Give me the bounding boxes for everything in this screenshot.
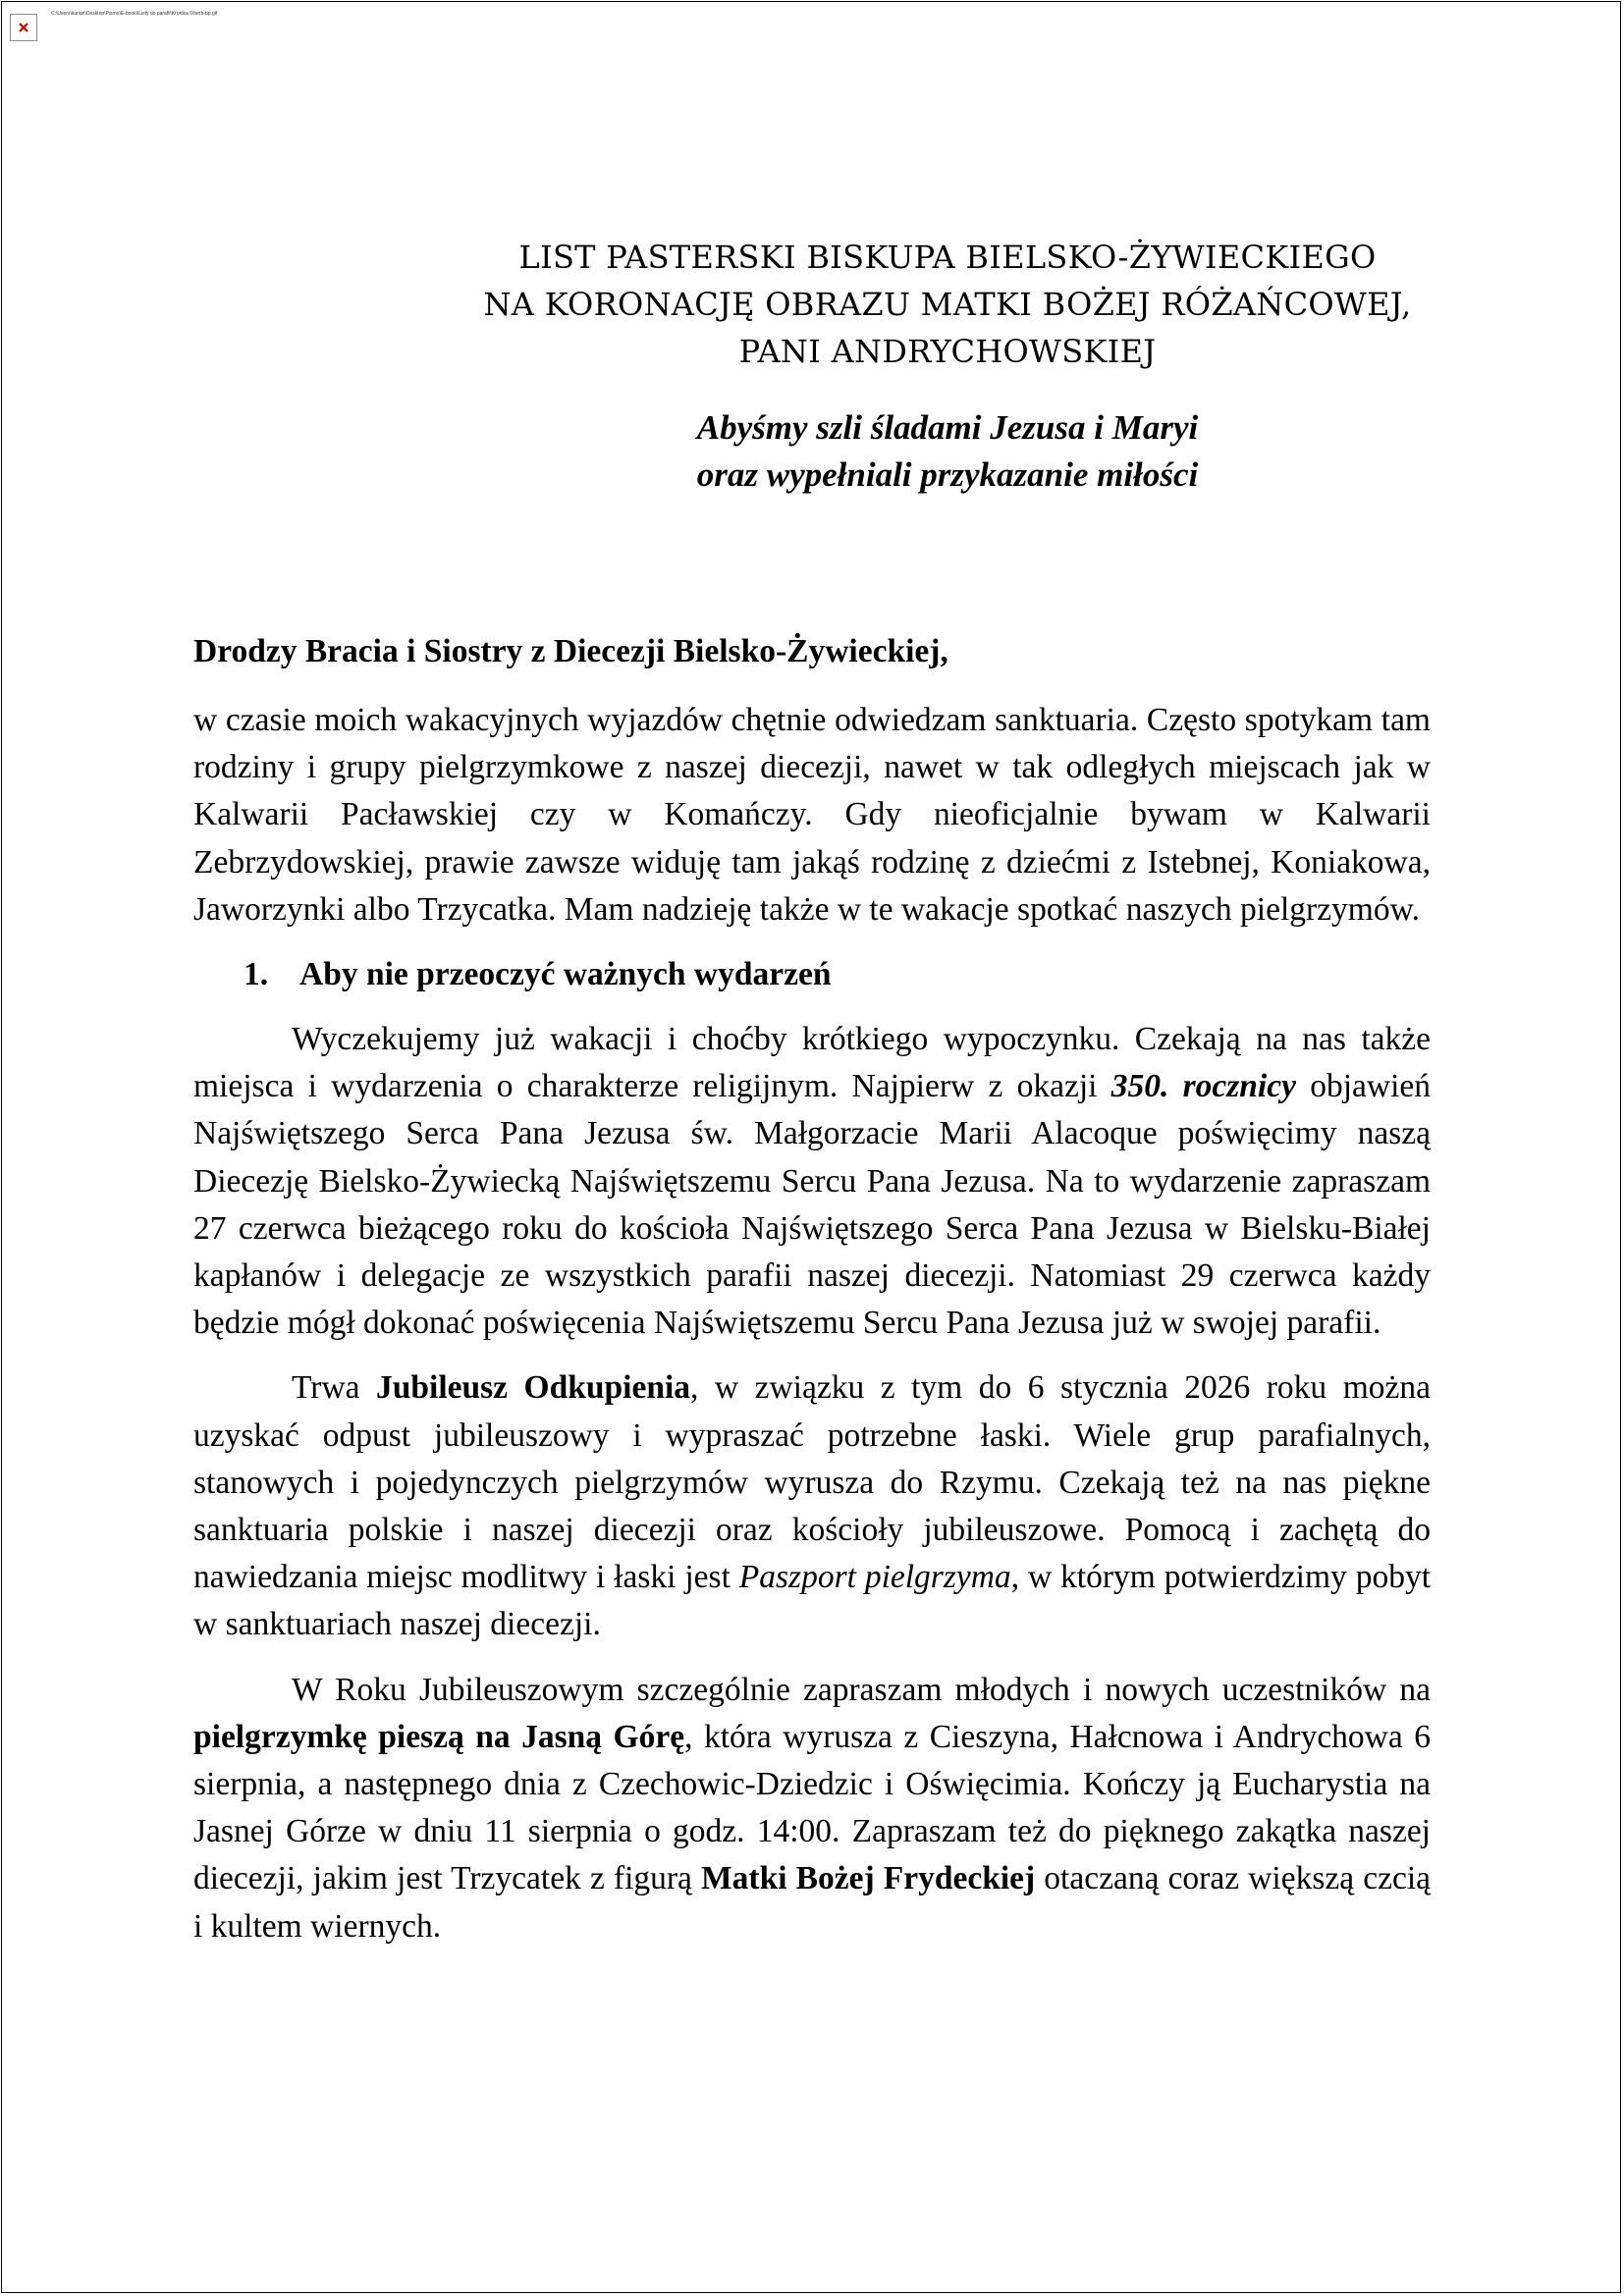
paragraph-text: objawień Najświętszego Serca Pana Jezusa św. Małgorzacie Marii Alacoque poświęcimy naszą Diecezję Bielsko-Żywiecką Najświętszemu Sercu Pana Jezusa. Na to wydarzenie zapraszam 27 czerwca bieżącego roku do kościoła Najświętszego Serca Pana Jezusa w Bielsku-Białej kapłanów i delegacje ze wszystkich parafii naszej diecezji. Natomiast 29 czerwca każdy będzie mógł dokonać poświęcenia Najświętszemu Sercu Pana Jezusa już w swojej parafii. [193, 1068, 1432, 1342]
motto-line-2: oraz wypełniali przykazanie miłości [696, 455, 1199, 494]
emphasis-frydek: Matki Bożej Frydeckiej [701, 1860, 1036, 1897]
paragraph-text: otaczaną coraz większą czcią i kultem wiernych. [193, 1860, 1432, 1945]
motto [412, 404, 1483, 499]
broken-image-icon [10, 14, 37, 41]
salutation: Drodzy Bracia i Siostry z Diecezji Bielsko-Żywieckiej, [193, 633, 948, 669]
intro-paragraph: w czasie moich wakacyjnych wyjazdów chętnie odwiedzam sanktuaria. Często spotykam tam rodziny i grupy pielgrzymkowe z naszej diecezji, nawet w tak odległych miejscach jak w Kalwarii Pacławskiej czy w Komańczy. Gdy nieoficjalnie bywam w Kalwarii Zebrzydowskiej, prawie zawsze widuję tam jakąś rodzinę z dziećmi z Istebnej, Koniakowa, Jaworzynki albo Trzycatka. Mam nadzieję także w te wakacje spotkać naszych pielgrzymów. [193, 702, 1431, 928]
paragraph-pilgrimage [193, 1667, 1431, 1950]
title-line-1: LIST PASTERSKI BISKUPA BIELSKO-ŻYWIECKIEGO [518, 239, 1377, 276]
broken-image-alt-text: C:\Users\kurian\Desktop\Pismo\E-booki\Listy do parafii\Kronika 6\herb-bp.gif [51, 11, 218, 17]
emphasis-jubilee: Jubileusz Odkupienia [376, 1369, 691, 1407]
paragraph-text: , która wyrusza z Cieszyna, Hałcnowa i Andrychowa 6 sierpnia, a następnego dnia z Czechowic-Dziedzic i Oświęcimia. Kończy ją Eucharystia na Jasnej Górze w dniu 11 sierpnia o godz. 14:00. Zapraszam też do pięknego zakątka naszej diecezji, jakim jest Trzycatek z figurą [193, 1718, 1431, 1897]
red-x-icon [17, 21, 30, 34]
section-heading-1 [193, 951, 1431, 998]
paragraph-text: Trwa [292, 1369, 377, 1407]
letter-body [193, 628, 1431, 1968]
emphasis-passport: Paszport pielgrzyma [738, 1559, 1011, 1596]
paragraph-jubilee [193, 1364, 1431, 1648]
emphasis-anniversary: 350. rocznicy [1110, 1068, 1296, 1105]
paragraph-text: Wyczekujemy już wakacji i choćby krótkiego wypoczynku. Czekają na nas także miejsca i wydarzenia o charakterze religijnym. Najpierw z okazji [193, 1021, 1431, 1105]
paragraph-text: W Roku Jubileuszowym szczególnie zapraszam młodych i nowych uczestników na [292, 1671, 1431, 1708]
title-line-2: NA KORONACJĘ OBRAZU MATKI BOŻEJ RÓŻAŃCOWEJ, [483, 286, 1412, 323]
section-number: 1. [244, 956, 269, 993]
title-line-3: PANI ANDRYCHOWSKIEJ [738, 333, 1157, 370]
paragraph-anniversary [193, 1016, 1431, 1347]
letter-header [412, 234, 1483, 499]
section-title: Aby nie przeoczyć ważnych wydarzeń [299, 956, 832, 993]
paragraph-text: , w którym potwierdzimy pobyt w sanktuariach naszej diecezji. [193, 1559, 1432, 1643]
motto-line-1: Abyśmy szli śladami Jezusa i Maryi [696, 408, 1199, 447]
paragraph-text: , w związku z tym do 6 stycznia 2026 roku można uzyskać odpust jubileuszowy i wypraszać potrzebne łaski. Wiele grup parafialnych, stanowych i pojedynczych pielgrzymów wyrusza do Rzymu. Czekają też na nas piękne sanktuaria polskie i naszej diecezji oraz kościoły jubileuszowe. Pomocą i zachętą do nawiedzania miejsc modlitwy i łaski jest [193, 1369, 1431, 1596]
emphasis-pilgrimage: pielgrzymkę pieszą na Jasną Górę [193, 1718, 685, 1755]
